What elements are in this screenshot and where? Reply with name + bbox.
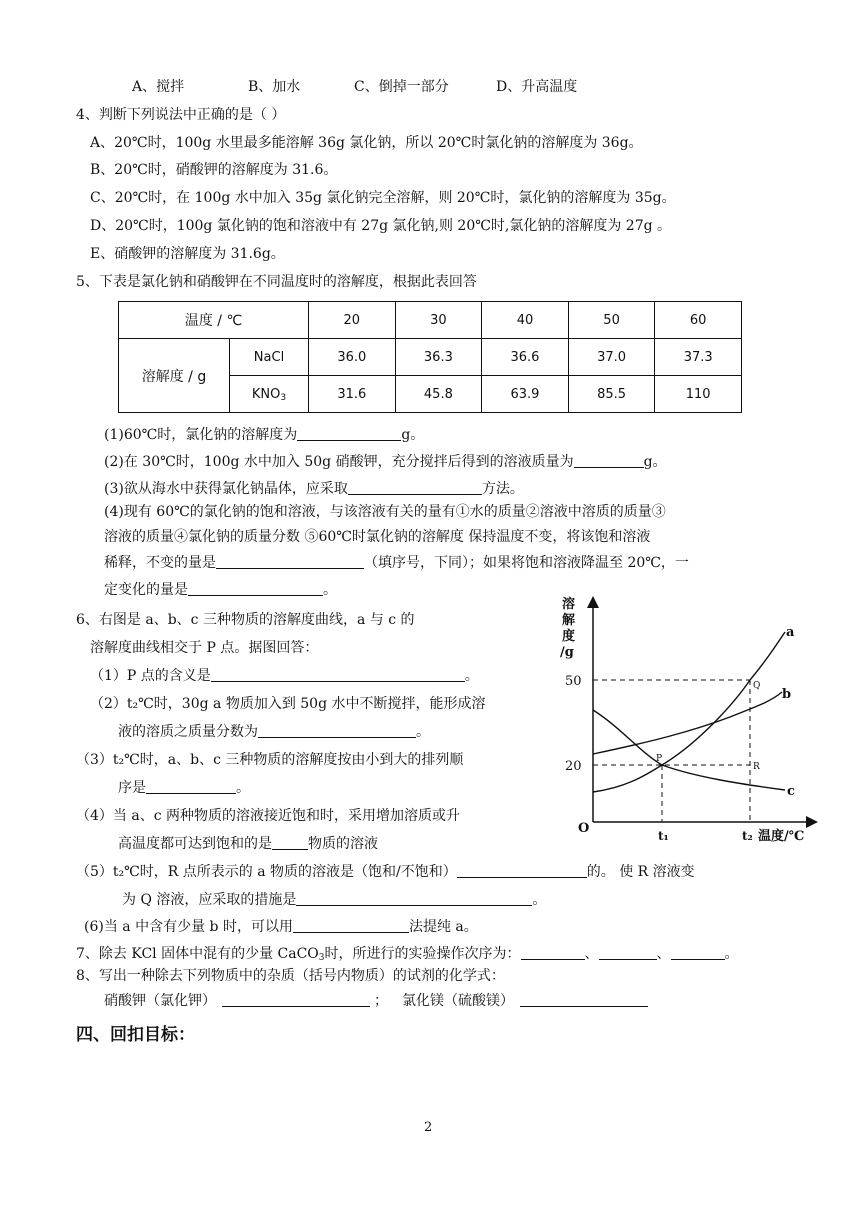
x-tick-label: t₁ <box>658 829 669 843</box>
q6-part5-end: 。 <box>532 892 547 908</box>
table-row <box>119 339 742 376</box>
temp-cell: 40 <box>482 302 569 339</box>
answer-blank[interactable] <box>457 863 587 878</box>
q6-part1-text: （1）P 点的含义是 <box>90 668 211 684</box>
q3-option-b: B、加水 <box>248 79 301 95</box>
value-cell: 37.3 <box>655 339 742 376</box>
q5-part1-text: (1)60℃时，氯化钠的溶解度为 <box>104 427 298 443</box>
solubility-table <box>118 301 742 413</box>
answer-blank[interactable] <box>272 835 308 850</box>
q5-part4-end: 。 <box>323 582 337 598</box>
q7-sub: 3 <box>318 953 325 963</box>
q7-text2: 时，所进行的实验操作次序为： <box>324 946 521 962</box>
q5-stem: 5、下表是氯化钠和硝酸钾在不同温度时的溶解度，根据此表回答 <box>76 274 477 290</box>
q8-stem: 8、写出一种除去下列物质中的杂质（括号内物质）的试剂的化学式： <box>76 968 505 984</box>
answer-blank[interactable] <box>574 453 644 468</box>
kno3-main: KNO <box>251 386 281 402</box>
section-title: 四、回扣目标： <box>76 1025 195 1045</box>
y-axis-label <box>560 596 576 660</box>
answer-blank[interactable] <box>146 779 236 794</box>
svg-text:解: 解 <box>562 613 576 628</box>
value-cell: 36.0 <box>309 339 396 376</box>
page-number: 2 <box>424 1120 433 1135</box>
series-label-b: b <box>782 687 792 702</box>
svg-text:/g: /g <box>560 645 574 660</box>
q7-end: 。 <box>724 946 739 962</box>
q6-part4-line1: （4）当 a、c 两种物质的溶液接近饱和时，采用增加溶质或升 <box>76 808 460 824</box>
x-tick-label: t₂ <box>742 829 753 843</box>
answer-blank[interactable] <box>293 918 409 933</box>
q5-part1 <box>104 425 424 445</box>
curve-b <box>593 692 782 754</box>
solubility-header: 溶解度 / g <box>119 339 230 413</box>
q3-option-c: C、倒掉一部分 <box>354 79 449 95</box>
q6-part4-end: 物质的溶液 <box>308 836 378 852</box>
q7-text: 7、除去 KCl 固体中混有的少量 CaCO <box>76 946 319 962</box>
q6-part5-text2: 的。 使 R 溶液变 <box>586 864 695 880</box>
x-axis-label: 温度/℃ <box>758 829 805 844</box>
table-row <box>119 302 742 339</box>
substance-kno3 <box>230 376 309 413</box>
value-cell: 63.9 <box>482 376 569 413</box>
q6-part6-end: 法提纯 a。 <box>408 919 478 935</box>
svg-text:溶: 溶 <box>562 597 576 612</box>
value-cell: 85.5 <box>568 376 655 413</box>
q6-stem-line1: 6、右图是 a、b、c 三种物质的溶解度曲线，a 与 c 的 <box>76 612 415 628</box>
q6-part5-line1 <box>76 862 695 882</box>
point-label-r: R <box>753 762 760 772</box>
q5-part2 <box>104 452 667 472</box>
temp-cell: 60 <box>655 302 742 339</box>
q6-part5-text3: 为 Q 溶液，应采取的措施是 <box>122 892 297 908</box>
answer-blank[interactable] <box>296 891 532 906</box>
q5-part4-text: 稀释，不变的量是 <box>104 555 216 571</box>
q6-stem-line2: 溶解度曲线相交于 P 点。据图回答： <box>90 640 319 656</box>
q4-option-d: D、20℃时，100g 氯化钠的饱和溶液中有 27g 氯化钠,则 20℃时,氯化钠的溶解度为 27g 。 <box>90 218 672 234</box>
answer-blank[interactable] <box>297 426 401 441</box>
q6-part5-text: （5）t₂℃时，R 点所表示的 a 物质的溶液是（饱和/不饱和） <box>76 864 457 880</box>
q6-part3-line1: （3）t₂℃时，a、b、c 三种物质的溶解度按由小到大的排列顺 <box>76 752 464 768</box>
answer-blank[interactable] <box>188 581 323 596</box>
value-cell: 36.3 <box>395 339 482 376</box>
q5-part4-line1: (4)现有 60℃的氯化钠的饱和溶液，与该溶液有关的量有①水的质量②溶液中溶质的质量③ <box>104 504 666 520</box>
q5-part4-text3: 定变化的量是 <box>104 582 188 598</box>
q5-part2-text: (2)在 30℃时，100g 水中加入 50g 硝酸钾，充分搅拌后得到的溶液质量为 <box>104 454 574 470</box>
point-label-q: Q <box>753 681 761 691</box>
q6-part3-line2 <box>118 778 250 798</box>
curve-c <box>593 710 785 790</box>
q5-part3 <box>104 479 524 499</box>
q6-part5-line2 <box>122 890 546 910</box>
q6-part6-text: (6)当 a 中含有少量 b 时，可以用 <box>84 919 293 935</box>
temp-cell: 20 <box>309 302 396 339</box>
q6-part1 <box>90 666 479 686</box>
q5-part4-line4 <box>104 580 337 600</box>
q6-part2-line1: （2）t₂℃时，30g a 物质加入到 50g 水中不断搅拌，能形成溶 <box>90 696 486 712</box>
series-label-c: c <box>787 784 795 799</box>
temp-cell: 30 <box>395 302 482 339</box>
q7-sep: 、 <box>584 946 599 962</box>
answer-blank[interactable] <box>222 992 370 1007</box>
origin-label: O <box>578 821 590 836</box>
answer-blank[interactable] <box>211 667 465 682</box>
q6-part4-line2 <box>118 834 378 854</box>
q5-part1-unit: g。 <box>401 427 425 443</box>
value-cell: 45.8 <box>395 376 482 413</box>
q4-option-a: A、20℃时，100g 水里最多能溶解 36g 氯化钠，所以 20℃时氯化钠的溶解度为 36g。 <box>90 135 643 151</box>
svg-text:度: 度 <box>562 629 576 644</box>
solubility-curve-chart <box>560 592 822 850</box>
q3-option-d: D、升高温度 <box>496 79 578 95</box>
value-cell: 110 <box>655 376 742 413</box>
value-cell: 36.6 <box>482 339 569 376</box>
value-cell: 31.6 <box>309 376 396 413</box>
y-tick-label: 20 <box>565 759 582 774</box>
q6-part3-text: 序是 <box>118 780 146 796</box>
kno3-sub: 3 <box>280 392 287 403</box>
answer-blank[interactable] <box>521 945 585 960</box>
q3-options <box>132 77 578 97</box>
q8-item1: 硝酸钾（氯化钾） <box>104 993 216 1009</box>
q8-sep: ； <box>374 993 388 1009</box>
answer-blank[interactable] <box>348 480 482 495</box>
value-cell: 37.0 <box>568 339 655 376</box>
q5-part2-unit: g。 <box>643 454 667 470</box>
substance-nacl: NaCl <box>230 339 309 376</box>
q5-part4-text2: （填序号，下同）；如果将饱和溶液降温至 20℃，一 <box>364 555 689 571</box>
answer-blank[interactable] <box>216 554 364 569</box>
q4-option-b: B、20℃时，硝酸钾的溶解度为 31.6。 <box>90 162 338 178</box>
answer-blank[interactable] <box>520 992 648 1007</box>
q5-part4-line3 <box>104 553 689 573</box>
q8-item2: 氯化镁（硫酸镁） <box>402 993 514 1009</box>
answer-blank[interactable] <box>599 945 657 960</box>
answer-blank[interactable] <box>671 945 725 960</box>
point-label-p: P <box>656 754 663 764</box>
q6-part4-text: 高温度都可达到饱和的是 <box>118 836 272 852</box>
q6-part2-text: 液的溶质之质量分数为 <box>118 724 258 740</box>
q6-part2-end: 。 <box>416 724 430 740</box>
temp-header: 温度 / ℃ <box>119 302 309 339</box>
q7 <box>76 944 739 964</box>
q4-option-e: E、硝酸钾的溶解度为 31.6g。 <box>90 246 285 262</box>
q4-stem: 4、判断下列说法中正确的是（ ） <box>76 107 286 123</box>
q5-part3-end: 方法。 <box>481 481 524 497</box>
q6-part6 <box>84 917 478 937</box>
q7-sep: 、 <box>656 946 671 962</box>
series-label-a: a <box>786 625 795 640</box>
q6-part3-end: 。 <box>236 780 250 796</box>
q8-items <box>104 991 648 1011</box>
q5-part4-line2: 溶液的质量④氯化钠的质量分数 ⑤60℃时氯化钠的溶解度 保持温度不变，将该饱和溶液 <box>104 529 651 545</box>
temp-cell: 50 <box>568 302 655 339</box>
q6-part1-end: 。 <box>464 668 479 684</box>
answer-blank[interactable] <box>258 723 416 738</box>
y-tick-label: 50 <box>565 674 582 689</box>
q3-option-a: A、搅拌 <box>132 79 185 95</box>
q5-part3-text: (3)欲从海水中获得氯化钠晶体，应采取 <box>104 481 348 497</box>
q6-part2-line2 <box>118 722 430 742</box>
q4-option-c: C、20℃时，在 100g 水中加入 35g 氯化钠完全溶解，则 20℃时，氯化钠的溶解度为 35g。 <box>90 190 676 206</box>
